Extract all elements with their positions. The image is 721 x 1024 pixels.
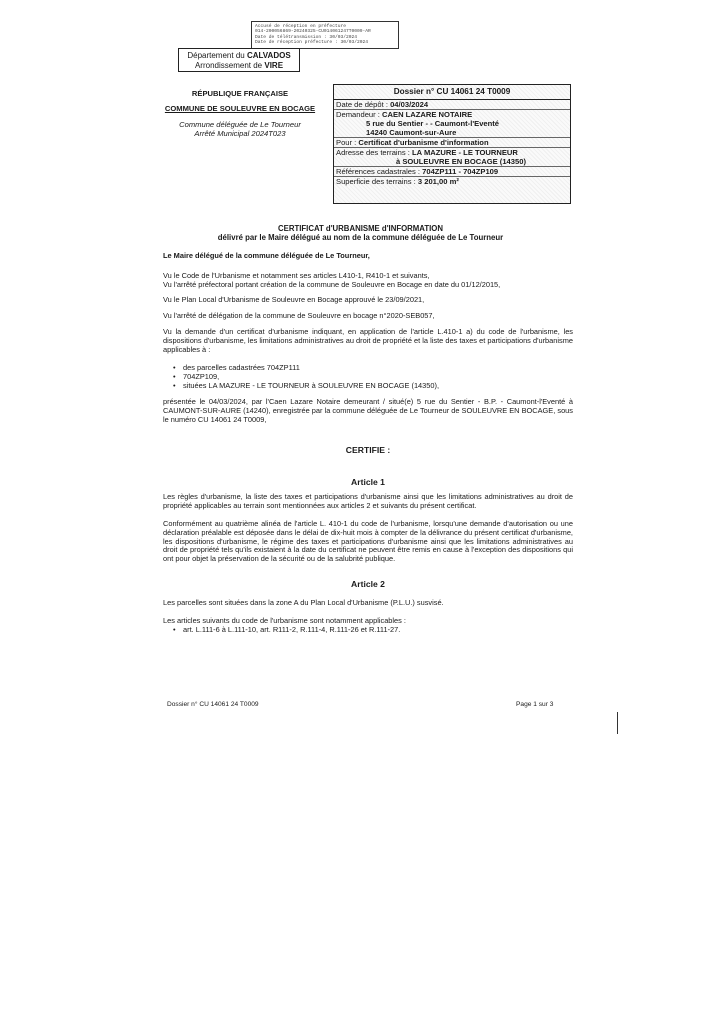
address-value-2: à SOULEUVRE EN BOCAGE (14350) <box>396 157 526 166</box>
purpose-value: Certificat d'urbanisme d'information <box>358 138 489 147</box>
article-2-paragraph-1: Les parcelles sont situées dans la zone A du Plan Local d'Urbanisme (P.L.U.) susvisé. <box>163 598 444 607</box>
list-item: • situées LA MAZURE - LE TOURNEUR à SOULEUVRE EN BOCAGE (14350), <box>183 382 593 391</box>
delegated-commune-block <box>150 120 330 138</box>
parcel-list <box>163 364 593 390</box>
footer-page-number: Page 1 sur 3 <box>516 701 554 708</box>
article-2-title: Article 2 <box>351 579 385 589</box>
article-2-list <box>163 626 593 635</box>
department-box <box>178 48 300 72</box>
arrete-number: Arrêté Municipal 2024T023 <box>194 129 286 138</box>
presented-paragraph: présentée le 04/03/2024, par l'Caen Lazare Notaire demeurant / situé(e) 5 rue du Sentier - B.P. - Caumont-l'Eventé à CAUMONT-SUR-AURE (14240), enregistrée par la commune déléguée de Le Tourneur de SOULEUVRE EN BOCAGE, sous le numéro CU 14061 24 T0009, <box>163 397 573 424</box>
arrondissement-prefix: Arrondissement de <box>194 61 263 70</box>
republic-heading: RÉPUBLIQUE FRANÇAISE <box>191 89 289 98</box>
cadastral-row <box>334 167 570 177</box>
address-label: Adresse des terrains : <box>336 148 410 157</box>
mayor-line: Le Maire délégué de la commune déléguée de Le Tourneur, <box>163 251 370 260</box>
certificate-title-line-1: CERTIFICAT d'URBANISME d'INFORMATION <box>278 224 443 233</box>
reception-stamp <box>251 21 399 49</box>
certifie-heading: CERTIFIE : <box>345 445 391 455</box>
date-label: Date de dépôt : <box>336 100 388 109</box>
applicant-label: Demandeur : <box>336 110 380 119</box>
purpose-label: Pour : <box>336 138 357 147</box>
scan-edge-line <box>617 712 618 734</box>
applicant-row <box>334 110 570 138</box>
vu-code: Vu le Code de l'Urbanisme et notamment ses articles L410-1, R410-1 et suivants, <box>163 271 430 280</box>
stamp-line: Date de réception préfecture : 30/03/2024 <box>255 40 369 46</box>
arrondissement-line <box>179 61 299 71</box>
article-1-paragraph-2: Conformément au quatrième alinéa de l'article L. 410-1 du code de l'urbanisme, lorsqu'une demande d'autorisation ou une déclaration préalable est déposée dans le délai de dix-huit mois à compter de la délivrance du présent certificat d'urbanisme, les dispositions d'urbanisme, le régime des taxes et participations d'urbanisme ainsi que les limitations administratives au droit de propriété tels qu'ils existaient à la date du certificat ne peuvent être remis en cause à l'exception des dispositions qui ont pour objet la préservation de la sécurité ou de la salubrité publique. <box>163 519 573 564</box>
certificate-title-line-2: délivré par le Maire délégué au nom de la commune déléguée de Le Tourneur <box>217 233 504 242</box>
department-line <box>179 51 299 61</box>
stamp-line: Date de télétransmission : 30/03/2024 <box>255 34 357 40</box>
vu-plu: Vu le Plan Local d'Urbanisme de Souleuvre en Bocage approuvé le 23/09/2021, <box>163 295 425 304</box>
dossier-number: Dossier n° CU 14061 24 T0009 <box>334 85 570 100</box>
article-1-paragraph-1: Les règles d'urbanisme, la liste des taxes et participations d'urbanisme ainsi que les limitations administratives au droit de propriété applicables au terrain sont mentionnées aux articles 2 et suivants du présent certificat. <box>163 492 573 510</box>
stamp-line: 014-200056869-20240325-CU014061247T0009-AR <box>255 29 371 35</box>
commune-heading: COMMUNE DE SOULEUVRE EN BOCAGE <box>164 104 316 113</box>
purpose-row <box>334 138 570 148</box>
applicant-address-2: 14240 Caumont-sur-Aure <box>366 128 457 137</box>
applicant-name: CAEN LAZARE NOTAIRE <box>382 110 473 119</box>
area-label: Superficie des terrains : <box>336 177 416 186</box>
area-row <box>334 177 570 186</box>
certificate-title <box>100 224 621 242</box>
address-value-1: LA MAZURE - LE TOURNEUR <box>412 148 518 157</box>
department-prefix: Département du <box>187 51 245 60</box>
applicant-address-1: 5 rue du Sentier - - Caumont-l'Eventé <box>366 119 500 128</box>
stamp-line: Accusé de réception en préfecture <box>255 24 346 29</box>
date-row <box>334 100 570 110</box>
vu-prefectoral: Vu l'arrêté préfectoral portant création de la commune de Souleuvre en Bocage en date du 01/12/2015, <box>163 280 501 289</box>
address-row <box>334 148 570 167</box>
footer-dossier: Dossier n° CU 14061 24 T0009 <box>167 701 259 708</box>
cadastral-value: 704ZP111 - 704ZP109 <box>422 167 499 176</box>
department-value: CALVADOS <box>246 51 291 60</box>
article-1-title: Article 1 <box>351 477 385 487</box>
cadastral-label: Références cadastrales : <box>336 167 420 176</box>
vu-request: Vu la demande d'un certificat d'urbanisme indiquant, en application de l'article L.410-1 a) du code de l'urbanisme, les dispositions d'urbanisme, les limitations administratives au droit de propriété et la liste des taxes et participations d'urbanisme applicables à : <box>163 327 573 354</box>
dossier-box <box>333 84 571 204</box>
article-2-paragraph-2: Les articles suivants du code de l'urbanisme sont notamment applicables : <box>163 616 406 625</box>
arrondissement-value: VIRE <box>264 61 284 70</box>
date-value: 04/03/2024 <box>390 100 429 109</box>
vu-delegation: Vu l'arrêté de délégation de la commune de Souleuvre en bocage n°2020-SEB057, <box>163 311 435 320</box>
list-item: • des parcelles cadastrées 704ZP111 <box>183 364 593 373</box>
list-item: • art. L.111-6 à L.111-10, art. R111-2, R.111-4, R.111-26 et R.111-27. <box>183 626 593 635</box>
area-value: 3 201,00 m² <box>417 177 459 186</box>
list-item: • 704ZP109, <box>183 373 593 382</box>
delegated-commune: Commune déléguée de Le Tourneur <box>179 120 301 129</box>
